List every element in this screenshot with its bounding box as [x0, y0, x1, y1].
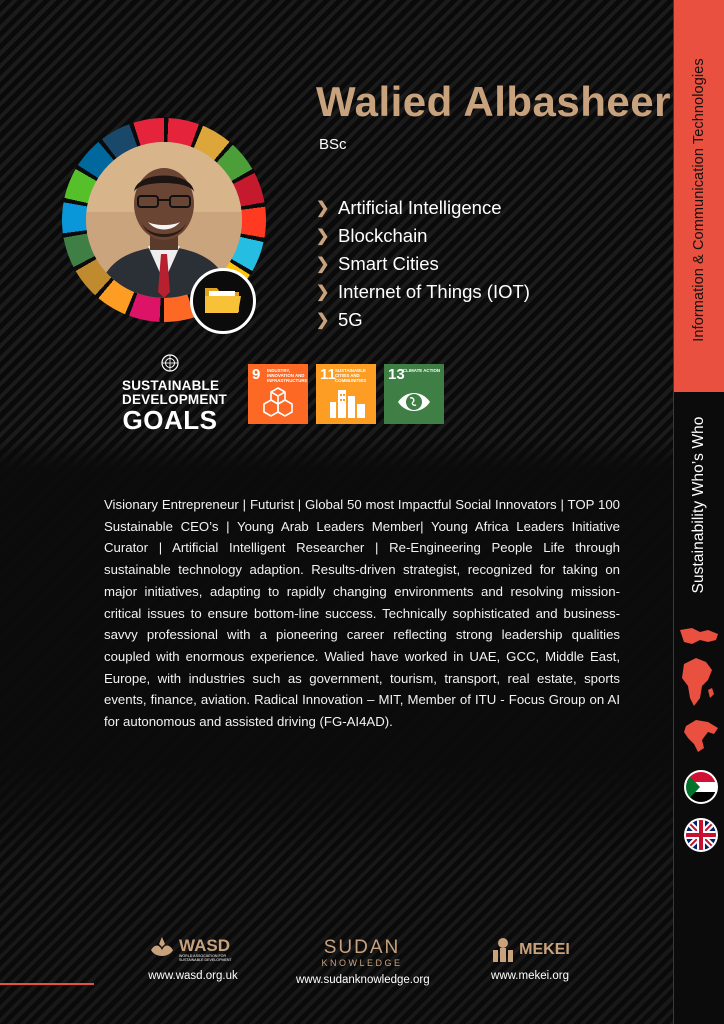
- mekei-logo-name: MEKEI: [519, 941, 570, 958]
- chevron-right-icon: ❯: [316, 284, 330, 301]
- cubes-icon: [260, 384, 296, 420]
- sdg-goal-11-tile[interactable]: 11 SUSTAINABLE CITIES AND COMMUNITIES: [316, 364, 376, 424]
- partner-url-wasd[interactable]: www.wasd.org.uk: [148, 970, 238, 982]
- sidebar: [673, 0, 724, 1024]
- sudan-flag-icon[interactable]: [684, 770, 718, 804]
- chevron-right-icon: ❯: [316, 228, 330, 245]
- wasd-logo-name: WASD: [179, 935, 230, 955]
- category-tab[interactable]: [674, 0, 724, 392]
- chevron-right-icon: ❯: [316, 256, 330, 273]
- world-map-icon: [678, 628, 722, 758]
- expertise-item: ❯ Smart Cities: [316, 253, 439, 274]
- folder-button[interactable]: [190, 268, 256, 334]
- category-label: Information & Communication Technologies: [691, 58, 707, 342]
- mekei-logo-icon: [490, 936, 516, 964]
- person-degree: BSc: [319, 136, 347, 153]
- footer-accent-line: [0, 983, 94, 985]
- sudanknowledge-logo-tagline: KNOWLEDGE: [321, 958, 403, 968]
- expertise-item: ❯ Artificial Intelligence: [316, 197, 502, 218]
- city-icon: [328, 384, 368, 420]
- sudanknowledge-logo-name: SUDAN: [323, 937, 401, 958]
- partner-url-sudanknowledge[interactable]: www.sudanknowledge.org: [296, 974, 430, 986]
- chevron-right-icon: ❯: [316, 312, 330, 329]
- eye-earth-icon: [396, 384, 432, 420]
- wasd-logo-tagline: WORLD ASSOCIATION FOR SUSTAINABLE DEVELOPMENT: [179, 953, 232, 962]
- sidebar-title: Sustainability Who’s Who: [690, 416, 707, 594]
- person-name: Walied Albasheer: [316, 78, 671, 125]
- chevron-right-icon: ❯: [316, 200, 330, 217]
- partner-sudanknowledge[interactable]: [296, 938, 428, 986]
- partner-wasd[interactable]: [138, 934, 248, 982]
- expertise-list: [316, 194, 530, 334]
- sdg-goal-9-tile[interactable]: 9 INDUSTRY, INNOVATION AND INFRASTRUCTURE: [248, 364, 308, 424]
- partner-url-mekei[interactable]: www.mekei.org: [491, 970, 569, 982]
- bio-text: Visionary Entrepreneur | Futurist | Global 50 most Impactful Social Innovators | TOP 100 Sustainable CEO’s | Young Arab Leaders Member| Young Africa Leaders Initiative Curator | Artificial Intelligent Researcher | Re-Engineering People Life through sustainable technology adaption. Results-driven strategist, recognized for taking on major initiatives, adapting to rapidly changing environments and resolving mission-critical issues to ensure bottom-line success. Technically sophisticated and business-savvy professional with a pioneering career reflecting strong leadership qualities coupled with enormous experience. Walied have worked in UAE, GCC, Middle East, Europe, with industries such as government, tourism, transport, real estate, sports events, finance, aviation. Radical Innovation – MIT, Member of ITU - Focus Group on AI for autonomous and assisted driving (FG-AI4AD).: [104, 497, 620, 730]
- partner-mekei[interactable]: [480, 936, 580, 982]
- un-emblem-icon: [159, 352, 181, 374]
- sdg-goal-13-tile[interactable]: 13 CLIMATE ACTION: [384, 364, 444, 424]
- uk-flag-icon[interactable]: [684, 818, 718, 852]
- wasd-logo-icon: [147, 934, 177, 964]
- folder-icon: [203, 283, 243, 320]
- sdg-logo: SUSTAINABLE DEVELOPMENT GOALS: [122, 352, 218, 433]
- expertise-item: ❯ 5G: [316, 309, 363, 330]
- expertise-item: ❯ Internet of Things (IOT): [316, 281, 530, 302]
- expertise-item: ❯ Blockchain: [316, 225, 428, 246]
